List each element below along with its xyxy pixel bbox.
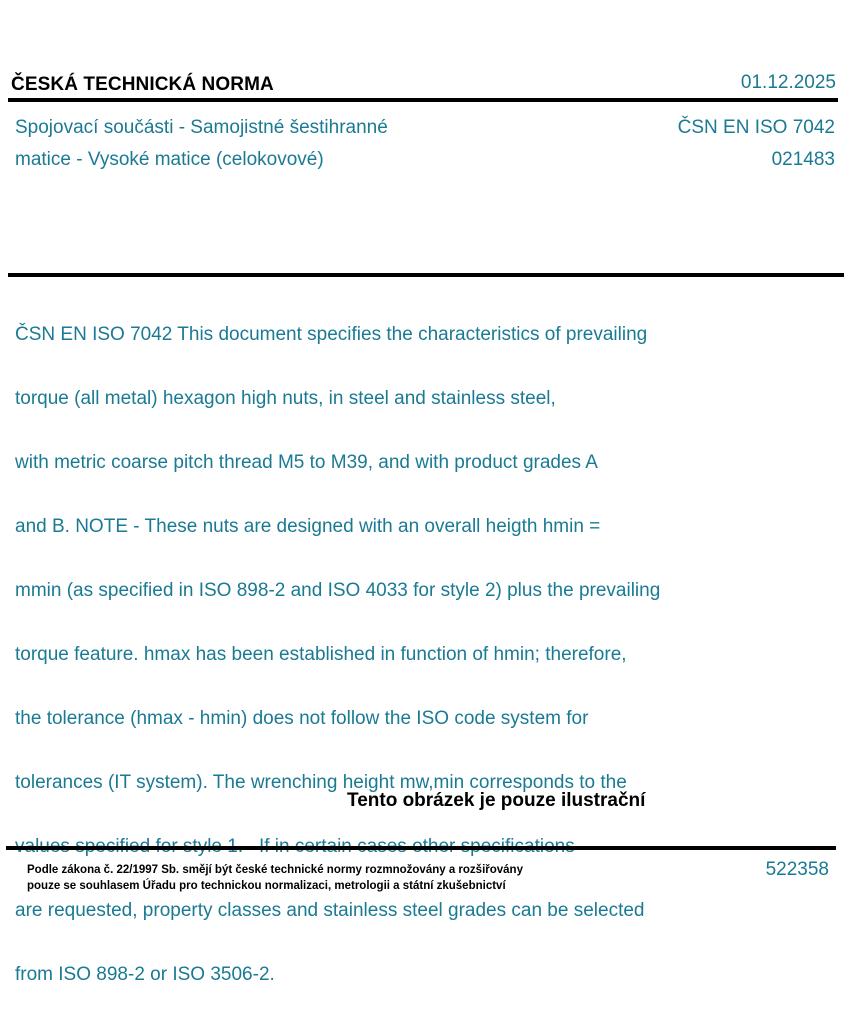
- norm-header-title: ČESKÁ TECHNICKÁ NORMA: [11, 74, 274, 95]
- abstract-line: torque (all metal) hexagon high nuts, in steel and stainless steel,: [15, 388, 556, 409]
- abstract-line: with metric coarse pitch thread M5 to M39, and with product grades A: [15, 452, 598, 473]
- document-id: 522358: [765, 859, 829, 880]
- abstract-line: tolerances (IT system). The wrenching height mw,min corresponds to the: [15, 772, 627, 793]
- document-title: [15, 112, 535, 176]
- standard-number: ČSN EN ISO 7042: [677, 117, 835, 138]
- abstract-line: mmin (as specified in ISO 898-2 and ISO 4033 for style 2) plus the prevailing: [15, 580, 661, 601]
- abstract-line: and B. NOTE - These nuts are designed with an overall heigth hmin =: [15, 516, 601, 537]
- publication-date: 01.12.2025: [740, 72, 836, 93]
- legal-notice-line: Podle zákona č. 22/1997 Sb. smějí být české technické normy rozmnožovány a rozšiřovány: [27, 864, 523, 876]
- document-title-line: Spojovací součásti - Samojistné šestihranné: [15, 117, 388, 138]
- abstract-line: torque feature. hmax has been established in function of hmin; therefore,: [15, 644, 627, 665]
- legal-notice-line: pouze se souhlasem Úřadu pro technickou normalizaci, metrologii a státní zkušebnictví: [27, 880, 506, 892]
- abstract-line: are requested, property classes and stainless steel grades can be selected: [15, 900, 645, 921]
- document-identifiers: [678, 112, 835, 176]
- classification-code: 021483: [771, 149, 835, 170]
- abstract-text: [15, 287, 775, 1023]
- document-title-line: matice - Vysoké matice (celokovové): [15, 149, 324, 170]
- abstract-line: from ISO 898-2 or ISO 3506-2.: [15, 964, 275, 985]
- abstract-line: the tolerance (hmax - hmin) does not follow the ISO code system for: [15, 708, 589, 729]
- title-divider: [8, 273, 844, 277]
- legal-notice: [27, 862, 523, 894]
- header-divider: [8, 98, 838, 102]
- illustrative-note: Tento obrázek je pouze ilustrační: [347, 790, 646, 811]
- abstract-line: ČSN EN ISO 7042 This document specifies the characteristics of prevailing: [15, 324, 648, 345]
- footer-divider: [6, 846, 836, 850]
